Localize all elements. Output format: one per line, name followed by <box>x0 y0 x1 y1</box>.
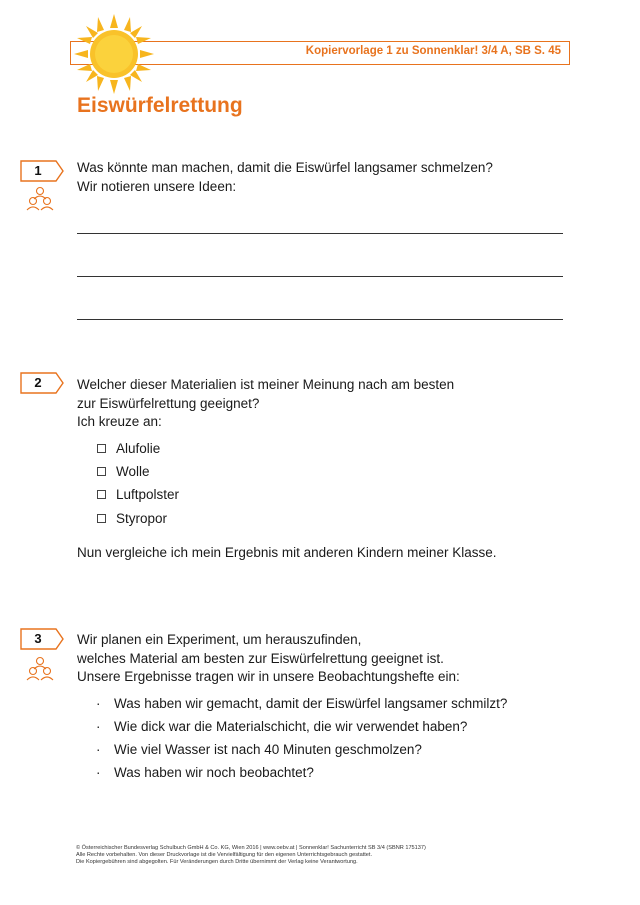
list-item-text: Was haben wir gemacht, damit der Eiswürfel langsamer schmilzt? <box>114 696 508 711</box>
bullet: · <box>96 742 101 757</box>
text-line: Welcher dieser Materialien ist meiner Meinung nach am besten <box>77 377 455 392</box>
sun-icon <box>74 14 154 94</box>
text-line: welches Material am besten zur Eiswürfelrettung geeignet ist. <box>77 650 444 666</box>
option-label: Wolle <box>116 464 150 479</box>
list-item <box>96 742 422 757</box>
text-line: Unsere Ergebnisse tragen wir in unsere Beobachtungshefte ein: <box>77 669 460 684</box>
pair-work-icon <box>26 656 54 682</box>
task-number-tag <box>20 628 62 650</box>
option-alufolie[interactable] <box>97 441 160 459</box>
option-wolle[interactable] <box>97 464 150 482</box>
task-1-text <box>77 159 493 196</box>
footer-line: Alle Rechte vorbehalten. Von dieser Druckvorlage ist die Vervielfältigung für den eigenen Unterrichtsgebrauch gestattet. <box>76 852 373 859</box>
task-number: 1 <box>34 163 42 178</box>
bullet: · <box>96 696 101 711</box>
text-line: Ich kreuze an: <box>77 414 162 429</box>
option-luftpolster[interactable] <box>97 487 179 505</box>
answer-line <box>77 276 563 277</box>
checkbox[interactable] <box>97 514 106 523</box>
checkbox[interactable] <box>97 490 106 499</box>
text-line: Wir notieren unsere Ideen: <box>77 178 237 194</box>
text-line: Wir planen ein Experiment, um herauszufinden, <box>77 632 362 647</box>
list-item <box>96 765 314 780</box>
footer-line: Die Kopiergebühren sind abgegolten. Für Veränderungen durch Dritte übernimmt der Verlag keine Verantwortung. <box>76 859 358 866</box>
task-number-tag <box>20 372 62 394</box>
list-item-text: Wie viel Wasser ist nach 40 Minuten geschmolzen? <box>114 742 422 757</box>
task-number: 2 <box>34 375 42 390</box>
answer-line <box>77 319 563 320</box>
text-line: zur Eiswürfelrettung geeignet? <box>77 395 260 411</box>
option-styropor[interactable] <box>97 511 167 529</box>
bullet: · <box>96 765 101 780</box>
list-item <box>96 719 467 734</box>
list-item <box>96 696 507 711</box>
option-label: Luftpolster <box>116 487 180 502</box>
checkbox[interactable] <box>97 467 106 476</box>
footer-line: © Österreichischer Bundesverlag Schulbuch GmbH & Co. KG, Wien 2016 | www.oebv.at | Sonnenklar! Sachunterricht SB 3/4 (SBNR 175137) <box>76 845 426 851</box>
footer <box>76 845 556 867</box>
task-2-text <box>77 376 454 432</box>
text-line: Was könnte man machen, damit die Eiswürfel langsamer schmelzen? <box>77 160 493 175</box>
list-item-text: Wie dick war die Materialschicht, die wir verwendet haben? <box>114 719 468 734</box>
header-label: Kopiervorlage 1 zu Sonnenklar! 3/4 A, SB S. 45 <box>305 45 561 57</box>
task-3-text <box>77 631 460 687</box>
task-2-after-text: Nun vergleiche ich mein Ergebnis mit anderen Kindern meiner Klasse. <box>77 545 497 560</box>
task-number-tag <box>20 160 62 182</box>
list-item-text: Was haben wir noch beobachtet? <box>114 765 314 780</box>
page-title: Eiswürfelrettung <box>77 94 243 117</box>
answer-line <box>77 233 563 234</box>
bullet: · <box>96 719 101 734</box>
option-label: Styropor <box>116 511 168 526</box>
checkbox[interactable] <box>97 444 106 453</box>
task-number: 3 <box>34 631 42 646</box>
pair-work-icon <box>26 186 54 212</box>
option-label: Alufolie <box>116 441 161 456</box>
